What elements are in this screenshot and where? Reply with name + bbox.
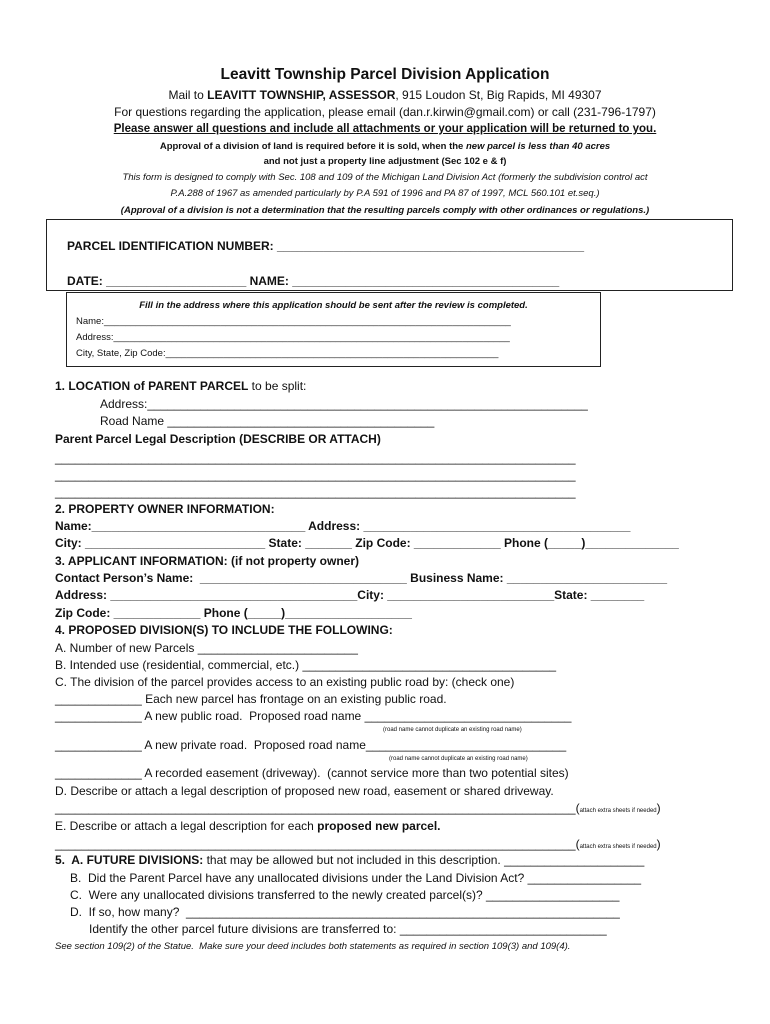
statute-footer: See section 109(2) of the Statue. Make sure your deed includes both statements as required in section 109(3) and 109(4). <box>55 941 571 952</box>
compliance-note-2: P.A.288 of 1967 as amended particularly by P.A 591 of 1996 and PA 87 of 1997, MCL 560.101 et.seq.) <box>170 188 600 199</box>
return-warning: Please answer all questions and include all attachments or your application will be returned to you. <box>113 123 657 135</box>
owner-city-state-field[interactable]: City: ___________________________ State: _______ Zip Code: _____________ Phone (_____)______________ <box>55 536 679 550</box>
section3-heading: 3. APPLICANT INFORMATION: (if not property owner) <box>55 554 359 568</box>
legal-description-label: Parent Parcel Legal Description (DESCRIBE OR ATTACH) <box>55 432 381 446</box>
return-instruction: Fill in the address where this application should be sent after the review is completed. <box>139 300 528 311</box>
parcel-description-line[interactable]: ______________________________________________________________________________(attach extra sheets if needed) <box>55 837 661 851</box>
extra-sheets-note: attach extra sheets if needed <box>579 844 657 850</box>
road-description-line[interactable]: ______________________________________________________________________________(attach extra sheets if needed) <box>55 801 661 815</box>
parcel-id-box <box>46 219 733 291</box>
legal-description-line[interactable]: ______________________________________________________________________________ <box>55 468 576 482</box>
section1-heading: 1. LOCATION of PARENT PARCEL to be split: <box>55 379 307 393</box>
parcel-id-field[interactable]: PARCEL IDENTIFICATION NUMBER: ______________________________________________ <box>67 239 584 253</box>
how-many-field[interactable]: D. If so, how many? _________________________________________________________________ <box>70 905 620 919</box>
section2-heading: 2. PROPERTY OWNER INFORMATION: <box>55 502 275 516</box>
parent-address-field[interactable]: Address:__________________________________________________________________ <box>100 397 588 411</box>
return-address-field[interactable]: Address:___________________________________________________________________________ <box>76 332 510 343</box>
approval-notice-2: and not just a property line adjustment (Sec 102 e & f) <box>263 156 507 167</box>
mail-to-recipient: LEAVITT TOWNSHIP, ASSESSOR <box>207 88 396 102</box>
mail-to-line: Mail to LEAVITT TOWNSHIP, ASSESSOR, 915 Loudon St, Big Rapids, MI 49307 <box>168 88 602 102</box>
access-option-public-road[interactable]: _____________ A new public road. Proposed road name _______________________________ <box>55 709 572 723</box>
access-question: C. The division of the parcel provides access to an existing public road by: (check one) <box>55 675 515 689</box>
disclaimer: (Approval of a division is not a determination that the resulting parcels comply with other ordinances or regulations.) <box>120 205 650 216</box>
applicant-zip-phone-field[interactable]: Zip Code: _____________ Phone (_____)___________________ <box>55 606 412 620</box>
applicant-address-field[interactable]: Address: _____________________________________City: _________________________State: ________ <box>55 588 645 602</box>
return-address-box <box>66 292 601 367</box>
number-of-parcels-field[interactable]: A. Number of new Parcels ________________________ <box>55 641 358 655</box>
access-option-private-road[interactable]: _____________ A new private road. Proposed road name______________________________ <box>55 738 567 752</box>
future-divisions-field[interactable]: 5. A. FUTURE DIVISIONS: that may be allowed but not included in this description. _____________________ <box>55 853 645 867</box>
identify-parcels-field[interactable]: Identify the other parcel future divisions are transferred to: _______________________________ <box>89 922 607 936</box>
divisions-transferred-field[interactable]: C. Were any unallocated divisions transferred to the newly created parcel(s)? ____________________ <box>70 888 620 902</box>
access-option-easement[interactable]: _____________ A recorded easement (driveway). (cannot service more than two potential sites) <box>55 766 569 780</box>
legal-description-line[interactable]: ______________________________________________________________________________ <box>55 451 576 465</box>
access-option-frontage[interactable]: _____________ Each new parcel has frontage on an existing public road. <box>55 692 447 706</box>
date-name-field[interactable]: DATE: _____________________ NAME: ________________________________________ <box>67 274 560 288</box>
road-name-note: (road name cannot duplicate an existing road name) <box>389 756 528 762</box>
intended-use-field[interactable]: B. Intended use (residential, commercial, etc.) ______________________________________ <box>55 658 557 672</box>
contact-business-field[interactable]: Contact Person’s Name: _______________________________ Business Name: ________________________ <box>55 571 668 585</box>
legal-description-line[interactable]: ______________________________________________________________________________ <box>55 485 576 499</box>
parent-road-field[interactable]: Road Name ________________________________________ <box>100 414 435 428</box>
road-description-label: D. Describe or attach a legal description of proposed new road, easement or shared driveway. <box>55 784 554 798</box>
road-name-note: (road name cannot duplicate an existing road name) <box>383 727 522 733</box>
unallocated-divisions-field[interactable]: B. Did the Parent Parcel have any unallocated divisions under the Land Division Act? _________________ <box>70 871 642 885</box>
extra-sheets-note: attach extra sheets if needed <box>579 808 657 814</box>
parcel-description-label: E. Describe or attach a legal description for each proposed new parcel. <box>55 819 441 833</box>
section4-heading: 4. PROPOSED DIVISION(S) TO INCLUDE THE FOLLOWING: <box>55 623 393 637</box>
page-title: Leavitt Township Parcel Division Application <box>220 66 550 83</box>
questions-line: For questions regarding the application, please email (dan.r.kirwin@gmail.com) or call (231-796-1797) <box>114 105 656 119</box>
approval-notice: Approval of a division of land is required before it is sold, when the new parcel is less than 40 acres <box>159 141 611 152</box>
owner-name-address-field[interactable]: Name:________________________________ Address: ________________________________________ <box>55 519 631 533</box>
compliance-note-1: This form is designed to comply with Sec. 108 and 109 of the Michigan Land Division Act (formerly the subdivision control act <box>122 172 648 183</box>
return-city-field[interactable]: City, State, Zip Code:_______________________________________________________________ <box>76 348 499 359</box>
return-name-field[interactable]: Name:_____________________________________________________________________________ <box>76 316 511 327</box>
